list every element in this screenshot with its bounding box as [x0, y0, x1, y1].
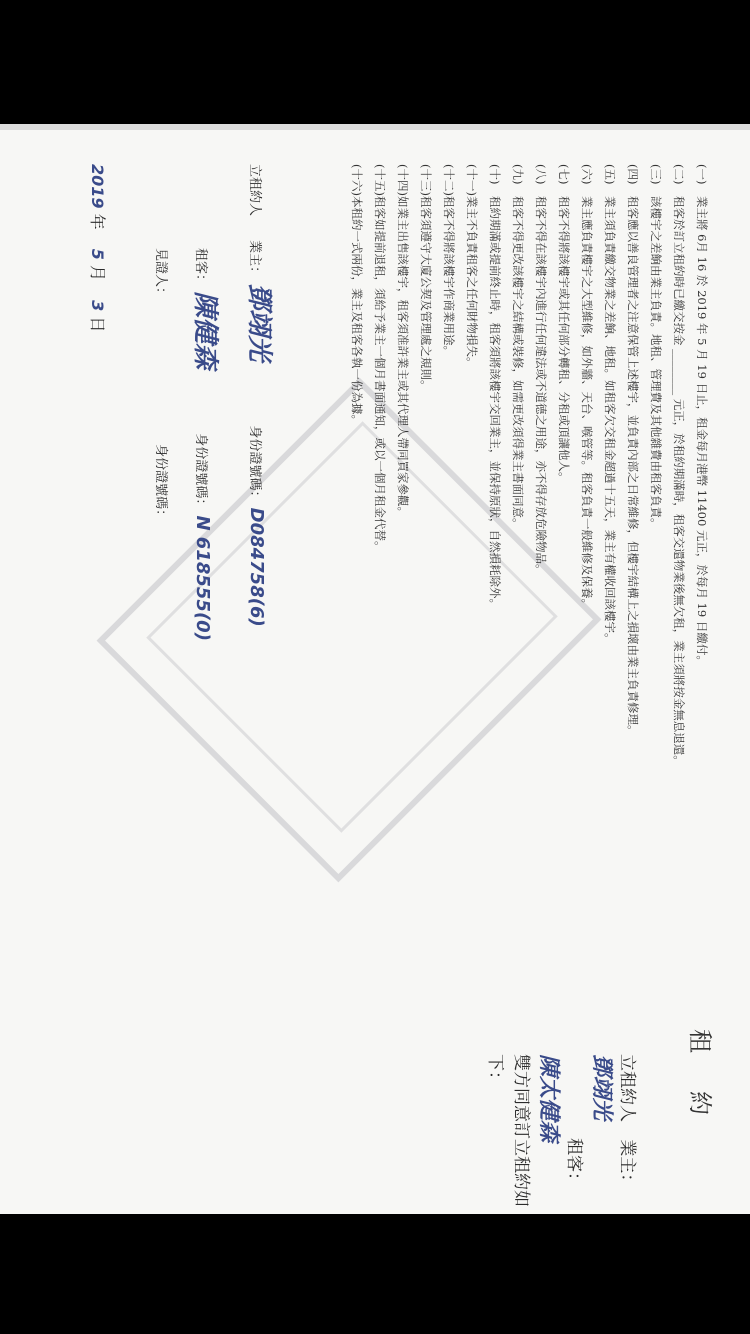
sig-lessor-label: 立租約人: [247, 164, 262, 217]
lease-document: [0, 124, 750, 1214]
date-year-label: 年: [88, 213, 107, 230]
clause-text: 租客不得更改該樓宇之結構或裝修，如需更改須得業主書面同意。: [511, 196, 525, 530]
document-title: 租約: [686, 1029, 714, 1153]
clause-item: [440, 164, 457, 1024]
clause-item: [348, 164, 365, 1024]
clause-text: 租客不得在該樓宇內進行任何違法或不道德之用途，亦不得存放危險物品。: [534, 196, 548, 576]
clause-text: 業主須負責繳交物業之差餉、地租。如租客欠交租金超過十五天，業主有權收回該樓宇。: [603, 196, 617, 645]
owner-name-handwritten: 鄧翊光: [589, 1054, 614, 1121]
date-month-label: 月: [88, 264, 107, 281]
clause-number: (三): [649, 164, 663, 185]
signature-block: [118, 164, 280, 1024]
clauses-list: [342, 164, 710, 1024]
clause-item: [624, 164, 641, 1024]
clause-number: (二): [672, 164, 686, 185]
tenant-label: 租客：: [564, 1138, 584, 1189]
intro-line: 雙方同意訂立租約如下：: [485, 1054, 531, 1207]
clause-number: (四): [626, 164, 640, 185]
clause-text: 租客於訂立租約時已繳交按金 ________ 元正，於租約期滿時，租客交還物業後無欠租，業主須將按金無息退還。: [672, 196, 686, 767]
clause-number: (十四): [396, 164, 410, 196]
witness-label: 見證人：: [153, 248, 168, 301]
clause-item: [417, 164, 434, 1024]
clause-number: (十五): [373, 164, 387, 196]
clause-number: (十一): [465, 164, 479, 196]
clause-item: [371, 164, 388, 1024]
clause-number: (十三): [419, 164, 433, 196]
tenant-id-label: 身份證號碼：: [193, 433, 208, 512]
clause-number: (十六): [350, 164, 364, 196]
date-year: 2019: [88, 164, 107, 209]
clause-number: (五): [603, 164, 617, 185]
clause-text: 租客如提前退租，須給予業主一個月書面通知，或以一個月租金代替。: [373, 196, 387, 553]
clause-text: 租約期滿或提前終止時，租客須將該樓宇交回業主，並保持原狀，自然損耗除外。: [488, 196, 502, 610]
clause-item: [578, 164, 595, 1024]
clause-text: 本租約一式兩份，業主及租客各執一份為據。: [350, 196, 364, 426]
lessor-label: 立租約人: [617, 1054, 637, 1122]
date-month: 5: [88, 248, 107, 260]
clause-item: [693, 164, 710, 1024]
date-line: [87, 164, 110, 1024]
date-day-label: 日: [88, 316, 107, 333]
witness-id-label: 身份證號碼：: [153, 444, 168, 523]
clause-text: 該樓宇之差餉由業主負責。地租、管理費及其他雜費由租客負責。: [649, 196, 663, 530]
clause-number: (六): [580, 164, 594, 185]
sig-owner-label: 業主：: [247, 240, 262, 280]
clause-item: [555, 164, 572, 1024]
clause-text: 業主不負責租客之任何財物損失。: [465, 196, 479, 369]
clause-text: 業主將 6月 16 於 2019 年 5 月 19 日止，租金每月港幣 11400 元正，於每月 19 日繳付。: [695, 196, 709, 667]
clause-text: 租客應以善良管理者之注意保管上述樓宇，並負責內部之日常維修，但樓宇結構上之損壞由業主負責修理。: [626, 196, 640, 737]
clause-item: [394, 164, 411, 1024]
clause-number: (十二): [442, 164, 456, 196]
sig-tenant-label: 租客：: [193, 248, 208, 288]
clause-text: 租客須遵守大廈公契及管理處之規則。: [419, 196, 433, 392]
clause-item: [647, 164, 664, 1024]
clause-number: (一): [695, 164, 709, 185]
clause-text: 如業主出售該樓宇，租客須准許業主或其代理人帶同買家參觀。: [396, 196, 410, 518]
clause-number: (九): [511, 164, 525, 185]
document-sheet: [0, 124, 750, 1214]
clause-text: 租客不得將該樓宇作商業用途。: [442, 196, 456, 357]
clause-item: [670, 164, 687, 1024]
clause-item: [486, 164, 503, 1024]
tenant-id-handwritten: N 618555(0): [192, 515, 213, 641]
date-day: 3: [88, 300, 107, 312]
clause-item: [601, 164, 618, 1024]
clause-item: [463, 164, 480, 1024]
header-block: [482, 1054, 640, 1214]
clause-text: 業主應負責樓宇之大型維修，如外牆、天台、喉管等。租客負責一般維修及保養。: [580, 196, 594, 610]
owner-signature: 鄧翊光: [244, 283, 274, 362]
clause-text: 租客不得將該樓宇或其任何部分轉租、分租或頂讓他人。: [557, 196, 571, 484]
owner-id-label: 身份證號碼：: [247, 425, 262, 504]
clause-item: [509, 164, 526, 1024]
clause-item: [532, 164, 549, 1024]
owner-label: 業主：: [617, 1139, 637, 1191]
owner-id-handwritten: D084758(6): [246, 507, 267, 627]
clause-number: (七): [557, 164, 571, 185]
clause-number: (八): [534, 164, 548, 185]
tenant-name-handwritten: 陳太健森: [536, 1054, 561, 1143]
clause-number: (十): [488, 164, 502, 185]
tenant-signature: 陳健森: [190, 291, 220, 370]
